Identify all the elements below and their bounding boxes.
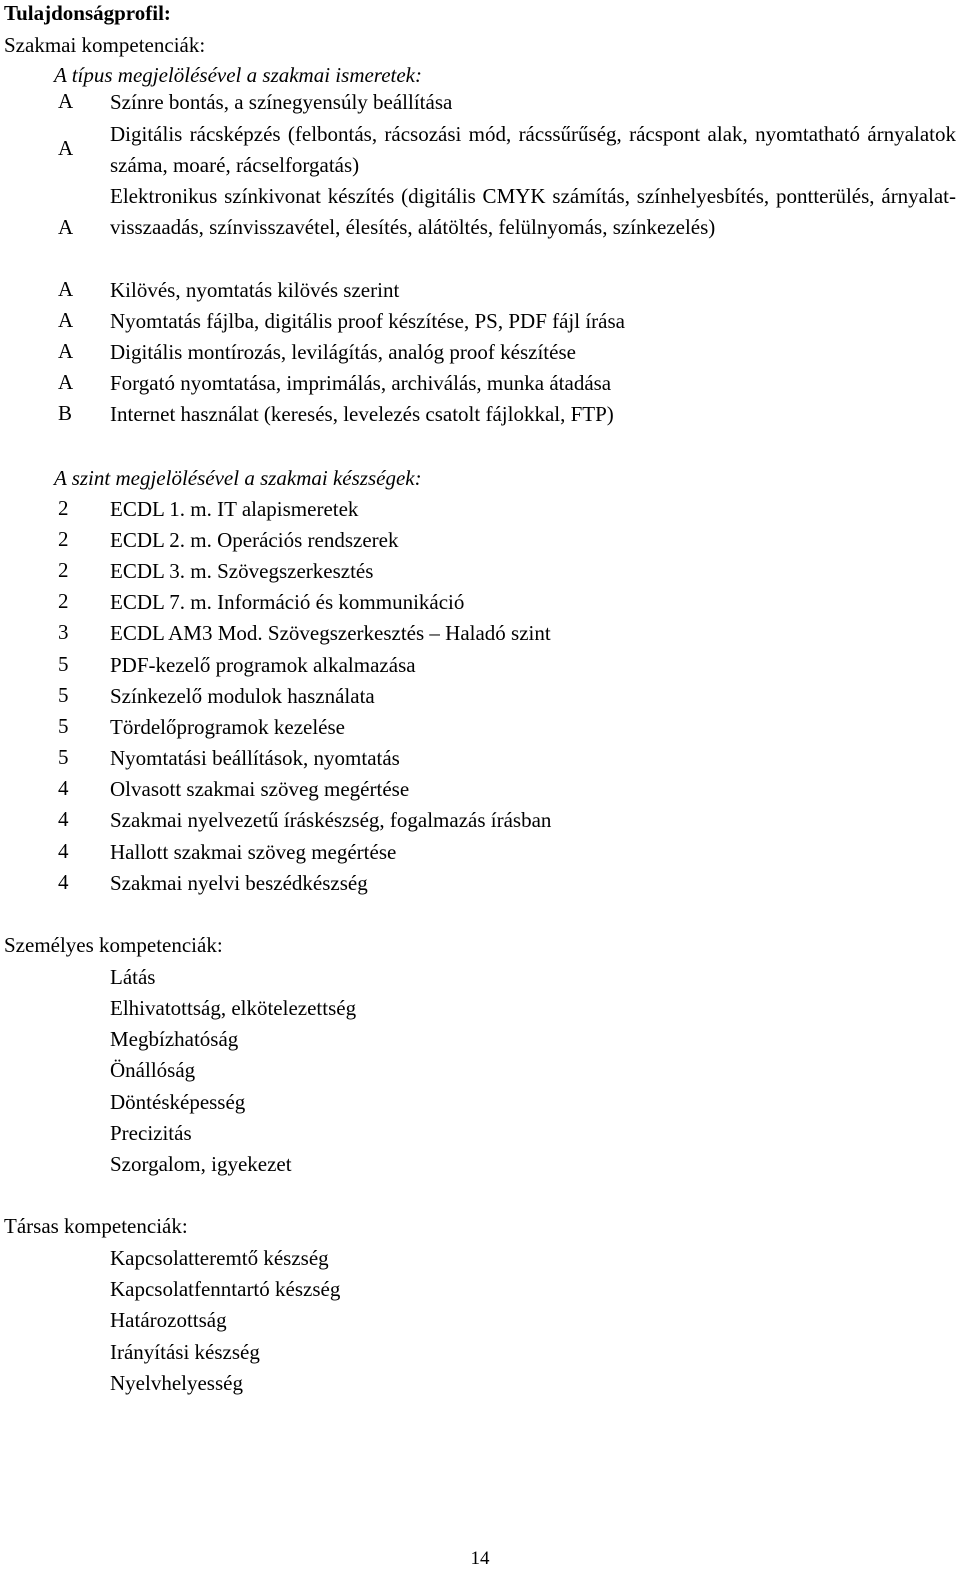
szemelyes-item: Megbízhatóság (110, 1027, 239, 1051)
keszseg-text: ECDL AM3 Mod. Szövegszerkesztés – Haladó szint (110, 621, 551, 645)
szemelyes-item: Elhivatottság, elkötelezettség (110, 996, 357, 1020)
ismeret-type: A (58, 339, 74, 363)
ismeret-text: Internet használat (keresés, levelezés csatolt fájlokkal, FTP) (110, 402, 614, 426)
tarsas-item: Kapcsolatteremtő készség (110, 1246, 329, 1270)
keszseg-text: Nyomtatási beállítások, nyomtatás (110, 746, 400, 770)
keszseg-text: Hallott szakmai szöveg megértése (110, 840, 397, 864)
keszseg-text: ECDL 7. m. Információ és kommunikáció (110, 590, 465, 614)
ismeret-type: A (58, 370, 74, 394)
page-title: Tulajdonságprofil: (4, 1, 171, 25)
keszseg-level: 3 (58, 620, 69, 644)
ismeret-text: Forgató nyomtatása, imprimálás, archiválás, munka átadása (110, 371, 612, 395)
tarsas-heading: Társas kompetenciák: (4, 1214, 188, 1238)
keszseg-text: Színkezelő modulok használata (110, 684, 375, 708)
szemelyes-item: Szorgalom, igyekezet (110, 1152, 292, 1176)
ismeret-type: B (58, 401, 73, 425)
szakmai-heading: Szakmai kompetenciák: (4, 33, 206, 57)
keszseg-text: Olvasott szakmai szöveg megértése (110, 777, 410, 801)
keszseg-level: 4 (58, 776, 69, 800)
keszseg-text: PDF-kezelő programok alkalmazása (110, 653, 416, 677)
keszseg-level: 2 (58, 589, 69, 613)
keszseg-level: 5 (58, 683, 69, 707)
ismeret-text: Digitális rácsképzés (felbontás, rácsozási mód, rácssűrűség, rácspont alak, nyomtatható árnyalatok száma, moaré, rácselforgatás) (110, 122, 956, 177)
szemelyes-item: Látás (110, 965, 156, 989)
keszseg-level: 2 (58, 558, 69, 582)
keszseg-text: Szakmai nyelvezetű íráskészség, fogalmazás írásban (110, 808, 552, 832)
keszseg-text: ECDL 3. m. Szövegszerkesztés (110, 559, 374, 583)
ismeret-text: Digitális montírozás, levilágítás, analóg proof készítése (110, 340, 576, 364)
ismeret-type: A (58, 136, 74, 160)
keszseg-level: 2 (58, 496, 69, 520)
ismeret-type: A (58, 277, 74, 301)
keszseg-text: Tördelőprogramok kezelése (110, 715, 345, 739)
ismeretek-heading: A típus megjelölésével a szakmai ismeretek: (54, 63, 422, 87)
ismeret-type: A (58, 89, 74, 113)
keszseg-text: Szakmai nyelvi beszédkészség (110, 871, 368, 895)
ismeret-type: A (58, 308, 74, 332)
tarsas-item: Kapcsolatfenntartó készség (110, 1277, 341, 1301)
ismeret-type: A (58, 215, 74, 239)
keszseg-level: 4 (58, 807, 69, 831)
page-number: 14 (470, 1548, 490, 1569)
keszseg-level: 4 (58, 870, 69, 894)
ismeret-text: Nyomtatás fájlba, digitális proof készítése, PS, PDF fájl írása (110, 309, 625, 333)
szemelyes-item: Precizitás (110, 1121, 192, 1145)
keszseg-text: ECDL 2. m. Operációs rendszerek (110, 528, 399, 552)
keszsegek-heading: A szint megjelölésével a szakmai készségek: (54, 466, 422, 490)
keszseg-level: 5 (58, 652, 69, 676)
keszseg-text: ECDL 1. m. IT alapismeretek (110, 497, 359, 521)
ismeret-text: Kilövés, nyomtatás kilövés szerint (110, 278, 400, 302)
keszseg-level: 5 (58, 745, 69, 769)
tarsas-item: Nyelvhelyesség (110, 1371, 243, 1395)
keszseg-level: 4 (58, 839, 69, 863)
keszseg-level: 5 (58, 714, 69, 738)
tarsas-item: Irányítási készség (110, 1340, 260, 1364)
szemelyes-item: Önállóság (110, 1058, 196, 1082)
szemelyes-heading: Személyes kompetenciák: (4, 933, 223, 957)
tarsas-item: Határozottság (110, 1308, 227, 1332)
szemelyes-item: Döntésképesség (110, 1090, 246, 1114)
ismeret-text: Elektronikus színkivonat készítés (digitális CMYK számítás, színhelyesbítés, pontterülés, árnyalat-visszaadás, színvisszavétel, élesítés, alátöltés, felülnyomás, színkezelés) (110, 184, 956, 239)
ismeret-text: Színre bontás, a színegyensúly beállítása (110, 90, 453, 114)
keszseg-level: 2 (58, 527, 69, 551)
